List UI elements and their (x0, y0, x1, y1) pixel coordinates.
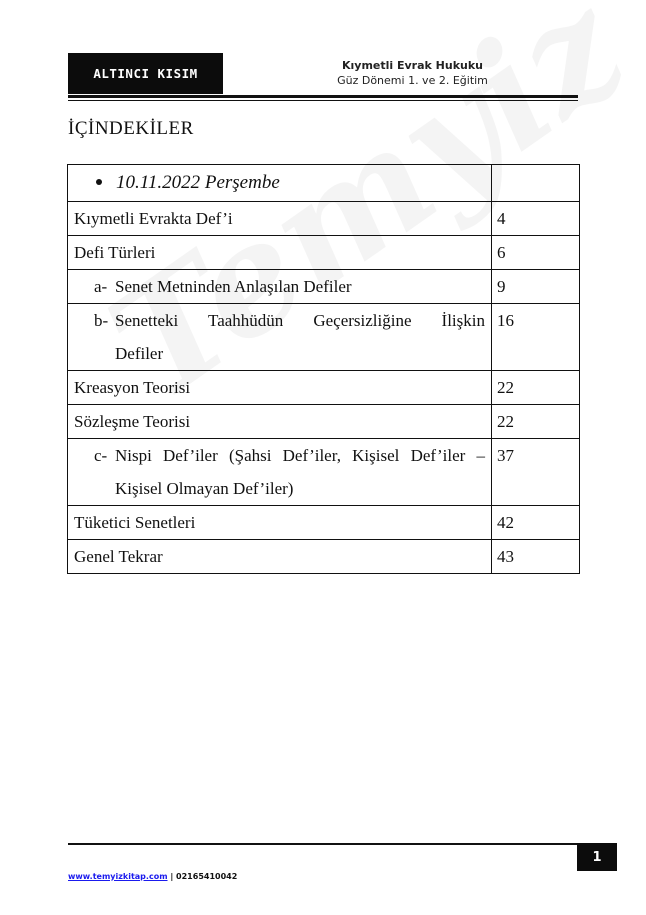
toc-letter: c- (94, 446, 108, 465)
toc-row (68, 270, 580, 304)
toc-page: 22 (492, 405, 580, 439)
phone-number: 02165410042 (176, 872, 238, 881)
toc-entry[interactable]: Genel Tekrar (68, 540, 492, 574)
toc-heading: İÇİNDEKİLER (68, 118, 194, 139)
toc-entry[interactable]: Tüketici Senetleri (68, 506, 492, 540)
toc-row (68, 540, 580, 574)
toc-row (68, 439, 580, 506)
toc-date: 10.11.2022 Perşembe (116, 172, 280, 193)
toc-entry[interactable]: Defi Türleri (68, 236, 492, 270)
toc-date-row (68, 165, 580, 202)
toc-page: 43 (492, 540, 580, 574)
toc-entry-line2: Kişisel Olmayan Def’iler) (115, 479, 294, 498)
website-link[interactable]: www.temyizkitap.com (68, 872, 168, 881)
toc-entry-cell[interactable] (68, 270, 492, 304)
toc-page: 9 (492, 270, 580, 304)
toc-letter: a- (94, 277, 108, 296)
page-number: 1 (577, 843, 617, 871)
footer-contact (68, 872, 237, 881)
book-title: Kıymetli Evrak Hukuku (341, 59, 484, 72)
section-tag: ALTINCI KISIM (68, 53, 223, 94)
toc-row (68, 304, 580, 371)
toc-page: 16 (492, 304, 580, 371)
toc-table (67, 164, 580, 574)
toc-page: 4 (492, 202, 580, 236)
toc-entry-cell[interactable] (68, 304, 492, 371)
toc-row (68, 506, 580, 540)
toc-entry-line2: Defiler (115, 344, 164, 363)
toc-entry-line1: Senetteki Taahhüdün Geçersizliğine İlişkin (115, 311, 485, 330)
toc-entry[interactable]: Kıymetli Evrakta Def’i (68, 202, 492, 236)
bullet-icon (96, 179, 102, 185)
toc-entry[interactable]: Sözleşme Teorisi (68, 405, 492, 439)
toc-entry-cell[interactable] (68, 439, 492, 506)
toc-page-empty (492, 165, 580, 202)
footer-rule (68, 843, 577, 845)
toc-row (68, 236, 580, 270)
toc-date-cell (68, 165, 492, 202)
toc-letter: b- (94, 311, 109, 330)
header-title-block (300, 59, 525, 88)
toc-page: 22 (492, 371, 580, 405)
toc-entry-line1: Nispi Def’iler (Şahsi Def’iler, Kişisel Def’iler – (115, 446, 485, 465)
header-rule-thick (68, 95, 578, 98)
toc-row (68, 202, 580, 236)
header-rule-thin (68, 100, 578, 101)
footer-separator: | (170, 872, 174, 881)
toc-page: 42 (492, 506, 580, 540)
toc-page: 37 (492, 439, 580, 506)
book-subtitle: Güz Dönemi 1. ve 2. Eğitim (337, 74, 488, 87)
toc-page: 6 (492, 236, 580, 270)
toc-entry[interactable]: Kreasyon Teorisi (68, 371, 492, 405)
toc-row (68, 405, 580, 439)
toc-row (68, 371, 580, 405)
toc-entry: Senet Metninden Anlaşılan Defiler (115, 277, 352, 296)
